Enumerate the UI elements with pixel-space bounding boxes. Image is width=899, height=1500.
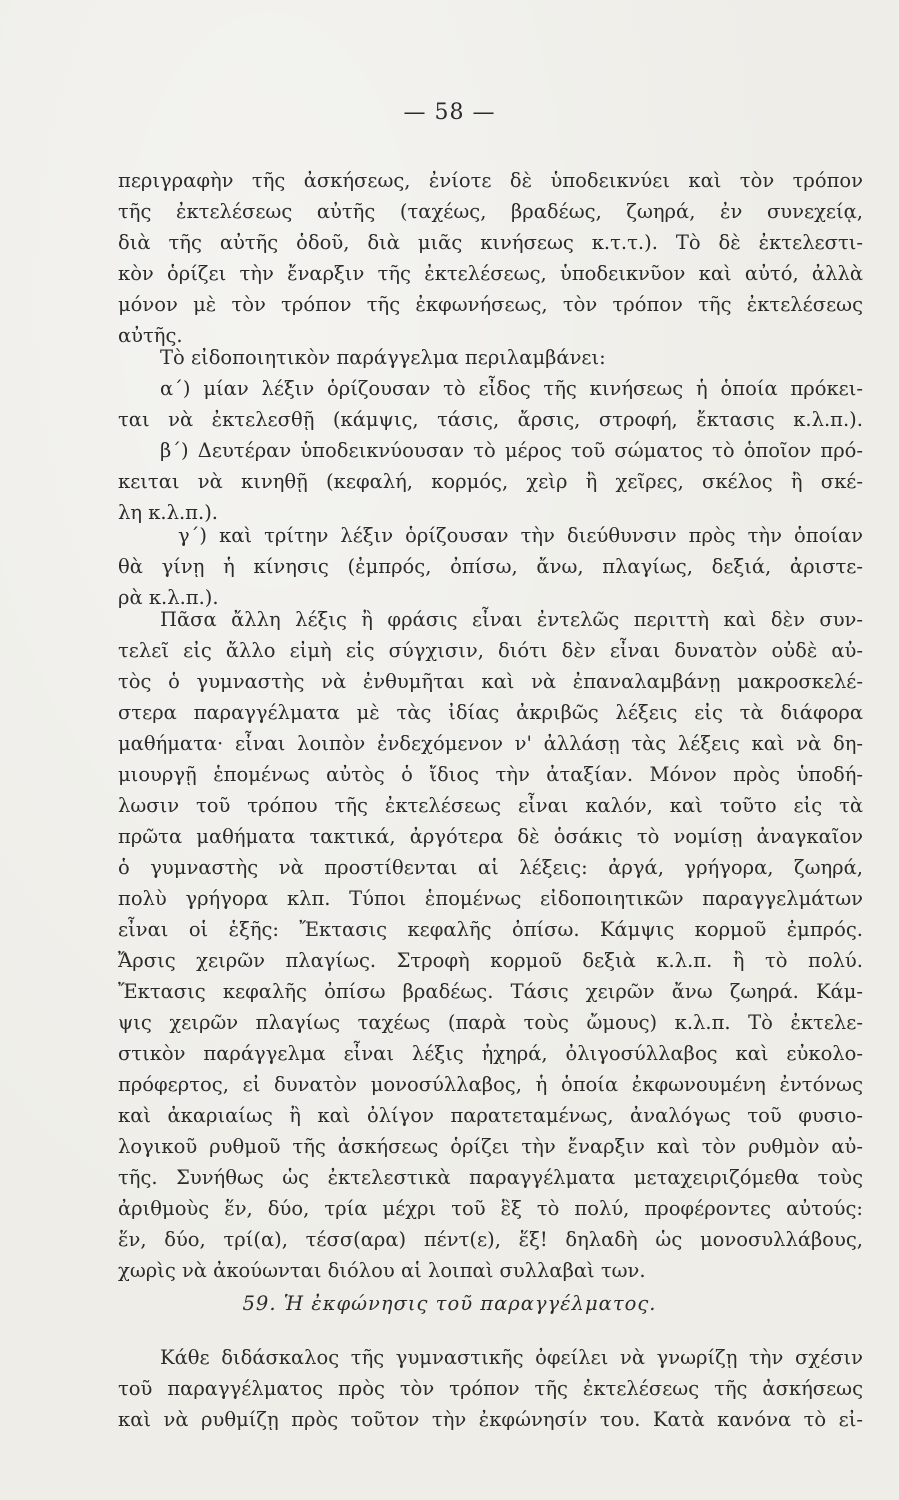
text-line: ται νὰ ἐκτελεσθῇ (κάμψις, τάσις, ἄρσις, στροφή, ἔκτασις κ.λ.π.). <box>118 408 863 431</box>
text-line: περιγραφὴν τῆς ἀσκήσεως, ἐνίοτε δὲ ὑποδεικνύει καὶ τὸν τρόπον <box>118 169 863 192</box>
text-line: ψις χειρῶν πλαγίως ταχέως (παρὰ τοὺς ὤμους) κ.λ.π. Τὸ ἐκτελε- <box>118 1011 863 1034</box>
text-line: εἶναι οἱ ἑξῆς: Ἔκτασις κεφαλῆς ὀπίσω. Κάμψις κορμοῦ ἐμπρός. <box>118 918 863 941</box>
text-line: τὸς ὁ γυμναστὴς νὰ ἐνθυμῆται καὶ νὰ ἐπαναλαμβάνῃ μακροσκελέ- <box>118 670 863 693</box>
text-line: ἕν, δύο, τρί(α), τέσσ(αρα) πέντ(ε), ἕξ! δηλαδὴ ὡς μονοσυλλάβους, <box>118 1228 863 1251</box>
page-number: — 58 — <box>403 100 496 125</box>
text-line: Ἔκτασις κεφαλῆς ὀπίσω βραδέως. Τάσις χειρῶν ἄνω ζωηρά. Κάμ- <box>118 980 863 1003</box>
text-line: Πᾶσα ἄλλη λέξις ἢ φράσις εἶναι ἐντελῶς περιττὴ καὶ δὲν συν- <box>160 608 863 631</box>
text-line: ἀριθμοὺς ἕν, δύο, τρία μέχρι τοῦ ἓξ τὸ πολύ, προφέροντες αὐτούς: <box>118 1197 863 1220</box>
text-line: ρὰ κ.λ.π.). <box>118 586 219 609</box>
text-line: γ΄) καὶ τρίτην λέξιν ὁρίζουσαν τὴν διεύθυνσιν πρὸς τὴν ὁποίαν <box>178 524 863 547</box>
text-line: θὰ γίνῃ ἡ κίνησις (ἐμπρός, ὀπίσω, ἄνω, πλαγίως, δεξιά, ἀριστε- <box>118 555 863 578</box>
text-line: χωρὶς νὰ ἀκούωνται διόλου αἱ λοιπαὶ συλλαβαὶ των. <box>118 1259 646 1282</box>
text-line: μαθήματα· εἶναι λοιπὸν ἐνδεχόμενον ν' ἀλλάσῃ τὰς λέξεις καὶ νὰ δη- <box>118 732 863 755</box>
text-line: μόνον μὲ τὸν τρόπον τῆς ἐκφωνήσεως, τὸν τρόπον τῆς ἐκτελέσεως <box>118 293 863 316</box>
text-line: λωσιν τοῦ τρόπου τῆς ἐκτελέσεως εἶναι καλόν, καὶ τοῦτο εἰς τὰ <box>118 794 863 817</box>
text-line: ὁ γυμναστὴς νὰ προστίθενται αἱ λέξεις: ἀργά, γρήγορα, ζωηρά, <box>118 856 863 879</box>
text-line: α΄) μίαν λέξιν ὁρίζουσαν τὸ εἶδος τῆς κινήσεως ἡ ὁποία πρόκει- <box>160 377 863 400</box>
text-line: κειται νὰ κινηθῇ (κεφαλή, κορμός, χεὶρ ἢ χεῖρες, σκέλος ἢ σκέ- <box>118 470 863 493</box>
text-line: πρῶτα μαθήματα τακτικά, ἀργότερα δὲ ὁσάκις τὸ νομίσῃ ἀναγκαῖον <box>118 825 863 848</box>
text-line: λη κ.λ.π.). <box>118 501 219 524</box>
text-line: στικὸν παράγγελμα εἶναι λέξις ἠχηρά, ὀλιγοσύλλαβος καὶ εὐκολο- <box>118 1042 863 1065</box>
text-line: στερα παραγγέλματα μὲ τὰς ἰδίας ἀκριβῶς λέξεις εἰς τὰ διάφορα <box>118 701 863 724</box>
text-line: τοῦ παραγγέλματος πρὸς τὸν τρόπον τῆς ἐκτελέσεως τῆς ἀσκήσεως <box>118 1377 863 1400</box>
text-line: Τὸ εἰδοποιητικὸν παράγγελμα περιλαμβάνει: <box>160 346 606 369</box>
text-line: λογικοῦ ρυθμοῦ τῆς ἀσκήσεως ὁρίζει τὴν ἔναρξιν καὶ τὸν ρυθμὸν αὐ- <box>118 1135 863 1158</box>
text-line: τῆς ἐκτελέσεως αὐτῆς (ταχέως, βραδέως, ζωηρά, ἐν συνεχείᾳ, <box>118 200 863 223</box>
text-line: πρόφερτος, εἰ δυνατὸν μονοσύλλαβος, ἡ ὁποία ἐκφωνουμένη ἐντόνως <box>118 1073 863 1096</box>
section-heading: 59. Ἡ ἐκφώνησις τοῦ παραγγέλματος. <box>242 1292 657 1315</box>
text-line: τελεῖ εἰς ἄλλο εἰμὴ εἰς σύγχισιν, διότι δὲν εἶναι δυνατὸν οὐδὲ αὐ- <box>118 639 863 662</box>
text-line: κὸν ὁρίζει τὴν ἔναρξιν τῆς ἐκτελέσεως, ὑποδεικνῦον καὶ αὐτό, ἀλλὰ <box>118 262 863 285</box>
text-line: μιουργῇ ἑπομένως αὐτὸς ὁ ἴδιος τὴν ἀταξίαν. Μόνον πρὸς ὑποδή- <box>118 763 863 786</box>
text-line: β΄) Δευτέραν ὑποδεικνύουσαν τὸ μέρος τοῦ σώματος τὸ ὁποῖον πρό- <box>160 439 863 462</box>
text-line: τῆς. Συνήθως ὡς ἐκτελεστικὰ παραγγέλματα μεταχειριζόμεθα τοὺς <box>118 1166 863 1189</box>
text-line: Κάθε διδάσκαλος τῆς γυμναστικῆς ὀφείλει νὰ γνωρίζῃ τὴν σχέσιν <box>160 1346 863 1369</box>
text-line: καὶ νὰ ρυθμίζῃ πρὸς τοῦτον τὴν ἐκφώνησίν του. Κατὰ κανόνα τὸ εἰ- <box>118 1408 863 1431</box>
text-line: αὐτῆς. <box>118 324 183 347</box>
text-line: διὰ τῆς αὐτῆς ὁδοῦ, διὰ μιᾶς κινήσεως κ.τ.τ.). Τὸ δὲ ἐκτελεστι- <box>118 231 863 254</box>
text-line: πολὺ γρήγορα κλπ. Τύποι ἑπομένως εἰδοποιητικῶν παραγγελμάτων <box>118 887 863 910</box>
text-line: Ἄρσις χειρῶν πλαγίως. Στροφὴ κορμοῦ δεξιὰ κ.λ.π. ἢ τὸ πολύ. <box>118 949 863 972</box>
text-line: καὶ ἀκαριαίως ἢ καὶ ὀλίγον παρατεταμένως, ἀναλόγως τοῦ φυσιο- <box>118 1104 863 1127</box>
